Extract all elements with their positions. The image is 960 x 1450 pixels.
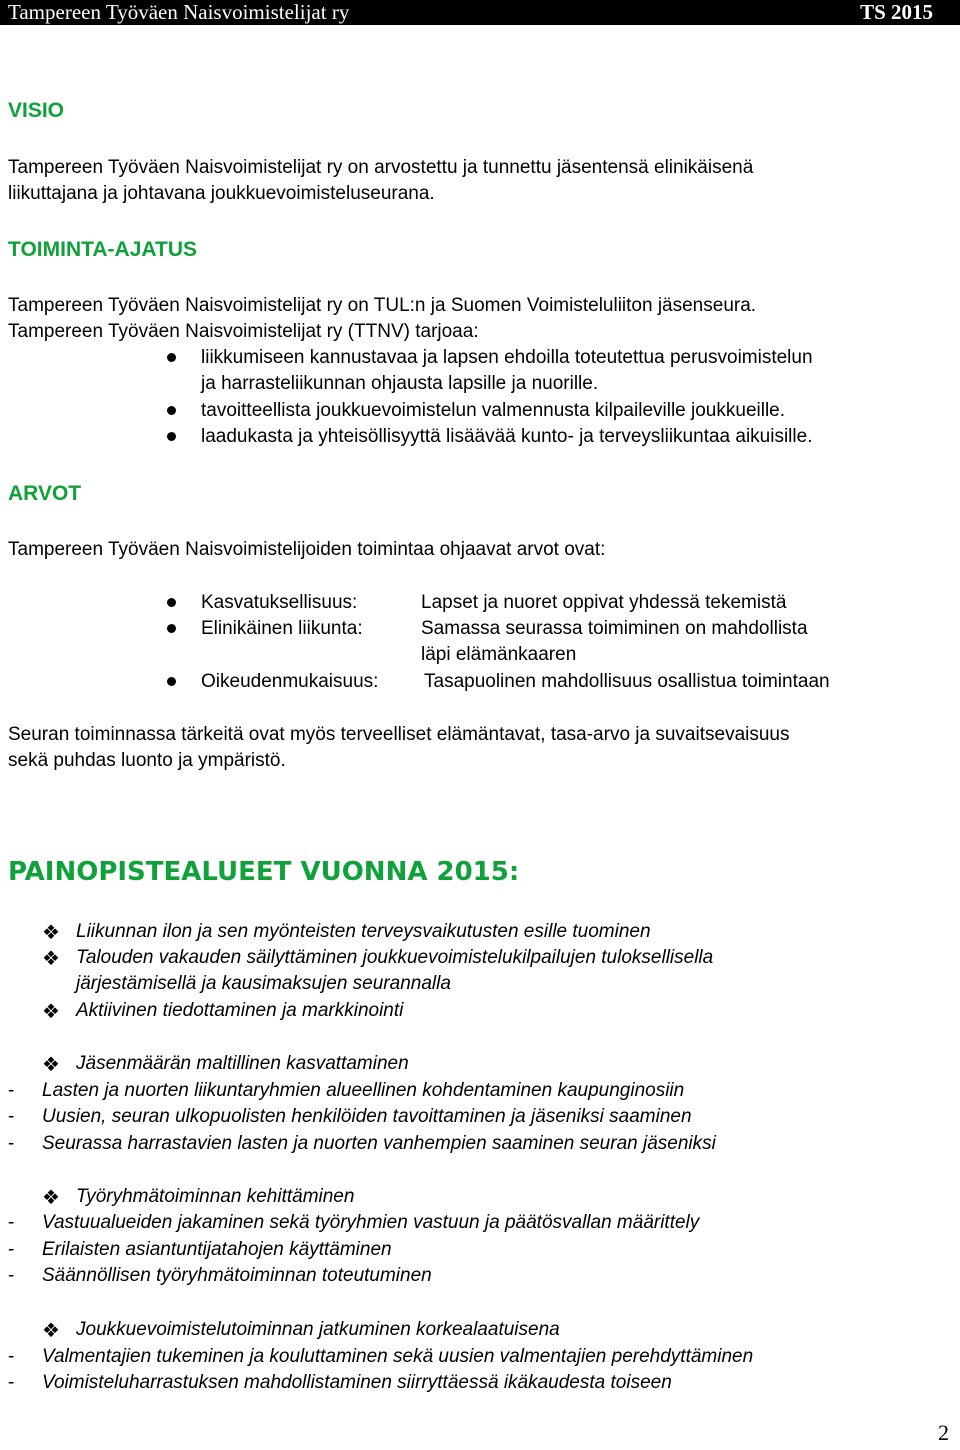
arvot-heading: ARVOT (8, 482, 82, 505)
header-doc-code: TS 2015 (860, 0, 933, 24)
bullet-dot (167, 624, 176, 633)
painopiste-heading (8, 857, 519, 887)
value-desc-2-cont: läpi elämänkaaren (421, 644, 577, 665)
toiminta-bullet-1: liikkumiseen kannustavaa ja lapsen ehdoilla toteutettua perusvoimistelun (201, 347, 813, 368)
dash-marker: - (8, 1212, 15, 1233)
diamond-bullet-icon: ❖ (42, 920, 60, 944)
toiminta-heading: TOIMINTA-AJATUS (8, 238, 197, 261)
dash-marker: - (8, 1346, 15, 1367)
value-term-3: Oikeudenmukaisuus: (201, 671, 379, 692)
dash-marker: - (8, 1239, 15, 1260)
value-term-1: Kasvatuksellisuus: (201, 592, 358, 613)
focus-item-2-cont: järjestämisellä ja kausimaksujen seurannalla (76, 973, 451, 994)
focus-item-2: Talouden vakauden säilyttäminen joukkuevoimistelukilpailujen tuloksellisella (76, 947, 714, 968)
toiminta-bullet-1-cont: ja harrasteliikunnan ohjausta lapsille ja nuorille. (201, 373, 599, 394)
dash-marker: - (8, 1133, 15, 1154)
visio-line-2: liikuttajana ja johtavana joukkuevoimisteluseurana. (8, 183, 435, 204)
diamond-bullet-icon: ❖ (42, 1052, 60, 1076)
toiminta-bullet-3: laadukasta ja yhteisöllisyyttä lisäävää kunto- ja terveysliikuntaa aikuisille. (201, 426, 813, 447)
diamond-bullet-icon: ❖ (42, 946, 60, 970)
visio-heading: VISIO (8, 99, 65, 122)
section-2-item-3: Säännöllisen työryhmätoiminnan toteutuminen (42, 1265, 432, 1286)
value-desc-1: Lapset ja nuoret oppivat yhdessä tekemistä (421, 592, 787, 613)
bullet-dot (167, 677, 176, 686)
value-desc-2: Samassa seurassa toimiminen on mahdollista (421, 618, 808, 639)
section-1-item-2: Uusien, seuran ulkopuolisten henkilöiden tavoittaminen ja jäseniksi saaminen (42, 1106, 692, 1127)
focus-item-3: Aktiivinen tiedottaminen ja markkinointi (76, 1000, 404, 1021)
painopiste-heading-a: PAINOPISTEALUEET (8, 857, 301, 887)
dash-marker: - (8, 1265, 15, 1286)
dash-marker: - (8, 1372, 15, 1393)
section-1-item-3: Seurassa harrastavien lasten ja nuorten vanhempien saaminen seuran jäseniksi (42, 1133, 716, 1154)
section-1-title: Jäsenmäärän maltillinen kasvattaminen (76, 1053, 409, 1074)
section-2-item-2: Erilaisten asiantuntijatahojen käyttäminen (42, 1239, 392, 1260)
dash-marker: - (8, 1080, 15, 1101)
header-org-name: Tampereen Työväen Naisvoimistelijat ry (8, 0, 350, 24)
page-header (0, 0, 960, 25)
value-desc-3: Tasapuolinen mahdollisuus osallistua toimintaan (424, 671, 830, 692)
section-3-item-2: Voimisteluharrastuksen mahdollistaminen siirryttäessä ikäkaudesta toiseen (42, 1372, 672, 1393)
section-2-item-1: Vastuualueiden jakaminen sekä työryhmien vastuun ja päätösvallan määrittely (42, 1212, 700, 1233)
dash-marker: - (8, 1106, 15, 1127)
section-3-item-1: Valmentajien tukeminen ja kouluttaminen sekä uusien valmentajien perehdyttäminen (42, 1346, 754, 1367)
bullet-dot (167, 432, 176, 441)
diamond-bullet-icon: ❖ (42, 999, 60, 1023)
arvot-closing-2: sekä puhdas luonto ja ympäristö. (8, 750, 286, 771)
visio-line-1: Tampereen Työväen Naisvoimistelijat ry on arvostettu ja tunnettu jäsentensä elinikäisenä (8, 157, 754, 178)
diamond-bullet-icon: ❖ (42, 1318, 60, 1342)
section-1-item-1: Lasten ja nuorten liikuntaryhmien alueellinen kohdentaminen kaupunginosiin (42, 1080, 685, 1101)
toiminta-line-2: Tampereen Työväen Naisvoimistelijat ry (TTNV) tarjoaa: (8, 321, 479, 342)
value-term-2: Elinikäinen liikunta: (201, 618, 363, 639)
page-number: 2 (938, 1420, 949, 1445)
section-2-title: Työryhmätoiminnan kehittäminen (76, 1186, 355, 1207)
painopiste-heading-b: VUONNA 2015: (300, 857, 520, 887)
focus-item-1: Liikunnan ilon ja sen myönteisten terveysvaikutusten esille tuominen (76, 921, 651, 942)
toiminta-bullet-2: tavoitteellista joukkuevoimistelun valmennusta kilpaileville joukkueille. (201, 400, 786, 421)
diamond-bullet-icon: ❖ (42, 1185, 60, 1209)
bullet-dot (167, 353, 176, 362)
bullet-dot (167, 406, 176, 415)
arvot-intro: Tampereen Työväen Naisvoimistelijoiden toimintaa ohjaavat arvot ovat: (8, 539, 606, 560)
section-3-title: Joukkuevoimistelutoiminnan jatkuminen korkealaatuisena (76, 1319, 560, 1340)
arvot-closing-1: Seuran toiminnassa tärkeitä ovat myös terveelliset elämäntavat, tasa-arvo ja suvaitsevaisuus (8, 724, 790, 745)
toiminta-line-1: Tampereen Työväen Naisvoimistelijat ry on TUL:n ja Suomen Voimisteluliiton jäsenseura. (8, 295, 757, 316)
bullet-dot (167, 598, 176, 607)
